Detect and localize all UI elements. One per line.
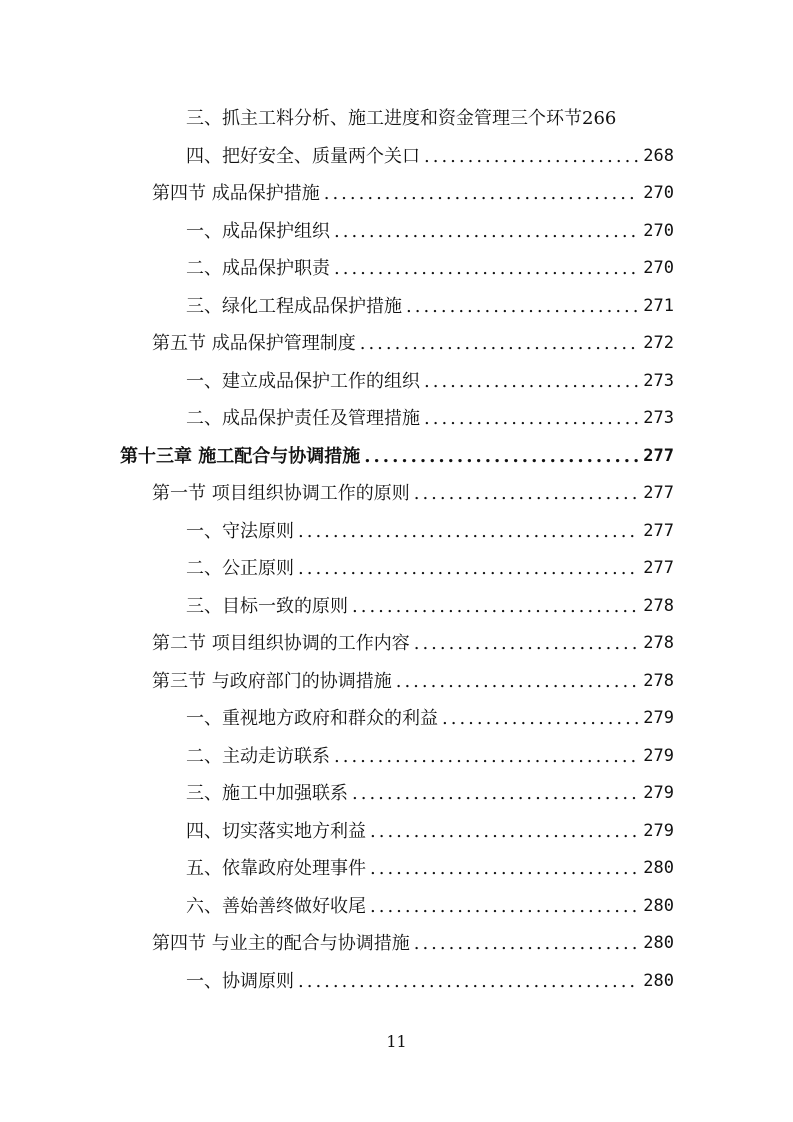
toc-entry-title: 二、主动走访联系	[186, 745, 330, 767]
toc-entry[interactable]	[0, 588, 793, 626]
toc-entry[interactable]	[0, 963, 793, 1001]
toc-leader-dots	[370, 888, 639, 926]
toc-leader-dots	[298, 513, 639, 551]
toc-leader-dots	[406, 288, 639, 326]
toc-entry[interactable]	[0, 100, 793, 138]
toc-entry-title: 第四节 成品保护措施	[152, 183, 320, 204]
toc-leader-dots	[424, 138, 639, 176]
toc-entry[interactable]	[0, 400, 793, 438]
toc-leader-dots	[370, 850, 639, 888]
toc-entry[interactable]	[0, 325, 793, 363]
toc-entry[interactable]	[0, 550, 793, 588]
toc-leader-dots	[424, 400, 639, 438]
toc-entry[interactable]	[0, 775, 793, 813]
toc-entry[interactable]	[0, 625, 793, 663]
toc-entry[interactable]	[0, 475, 793, 513]
toc-entry-page: 278	[643, 633, 674, 653]
toc-entry-page: 277	[643, 445, 674, 466]
toc-entry-title: 五、依靠政府处理事件	[186, 858, 366, 879]
toc-entry-title: 第二节 项目组织协调的工作内容	[152, 633, 410, 654]
toc-entry-title: 三、施工中加强联系	[186, 783, 348, 804]
toc-entry-title: 第一节 项目组织协调工作的原则	[152, 483, 410, 504]
toc-entry-page: 273	[643, 370, 674, 391]
toc-leader-dots	[334, 250, 639, 288]
toc-entry[interactable]	[0, 663, 793, 701]
toc-entry-page: 271	[643, 295, 674, 316]
toc-entry-page: 278	[643, 670, 674, 691]
page-number: 11	[386, 1032, 407, 1051]
toc-entry-page: 277	[643, 520, 674, 541]
toc-entry-title: 六、善始善终做好收尾	[186, 895, 366, 917]
toc-entry-page: 272	[643, 333, 674, 353]
toc-leader-dots	[442, 700, 639, 738]
toc-leader-dots	[414, 925, 640, 963]
toc-entry[interactable]	[0, 138, 793, 176]
toc-entry-title: 第四节 与业主的配合与协调措施	[152, 933, 410, 954]
toc-entry-title: 二、成品保护职责	[186, 258, 330, 279]
toc-leader-dots	[298, 550, 639, 588]
toc-leader-dots	[334, 213, 639, 251]
toc-entry[interactable]	[0, 438, 793, 476]
toc-entry-page: 279	[643, 783, 674, 803]
toc-entry[interactable]	[0, 813, 793, 851]
table-of-contents	[0, 100, 793, 1000]
toc-entry[interactable]	[0, 850, 793, 888]
toc-leader-dots	[396, 663, 640, 701]
toc-entry[interactable]	[0, 288, 793, 326]
toc-entry-title: 三、目标一致的原则	[186, 595, 348, 617]
toc-entry-page: 266	[582, 108, 617, 129]
toc-entry[interactable]	[0, 925, 793, 963]
toc-leader-dots	[352, 775, 639, 813]
toc-entry[interactable]	[0, 888, 793, 926]
toc-entry-page: 279	[643, 820, 674, 841]
toc-entry-title: 三、抓主工料分析、施工进度和资金管理三个环节	[186, 108, 582, 129]
toc-entry-title: 二、成品保护责任及管理措施	[186, 408, 420, 429]
toc-entry[interactable]	[0, 363, 793, 401]
toc-entry-page: 273	[643, 408, 674, 428]
toc-leader-dots	[370, 813, 639, 851]
toc-entry[interactable]	[0, 700, 793, 738]
toc-entry-page: 280	[643, 858, 674, 878]
toc-entry[interactable]	[0, 213, 793, 251]
toc-entry-page: 270	[643, 183, 674, 203]
toc-entry-page: 270	[643, 220, 674, 241]
toc-entry-page: 270	[643, 258, 674, 278]
toc-leader-dots	[324, 175, 640, 213]
toc-entry-title: 一、成品保护组织	[186, 220, 330, 242]
toc-entry-title: 二、公正原则	[186, 558, 294, 579]
toc-entry-page: 279	[643, 708, 674, 728]
toc-entry-title: 第五节 成品保护管理制度	[152, 333, 356, 354]
toc-entry-title: 一、重视地方政府和群众的利益	[186, 708, 438, 729]
toc-leader-dots	[414, 475, 640, 513]
toc-leader-dots	[352, 588, 639, 626]
toc-entry-page: 278	[643, 595, 674, 616]
toc-entry-page: 280	[643, 970, 674, 991]
toc-leader-dots	[414, 625, 640, 663]
toc-entry-title: 三、绿化工程成品保护措施	[186, 295, 402, 317]
toc-entry-title: 第三节 与政府部门的协调措施	[152, 670, 392, 692]
toc-entry-title: 一、协调原则	[186, 970, 294, 992]
toc-entry-page: 280	[643, 933, 674, 953]
toc-entry[interactable]	[0, 513, 793, 551]
toc-entry-title: 第十三章 施工配合与协调措施	[120, 445, 361, 467]
toc-entry-title: 四、把好安全、质量两个关口	[186, 145, 420, 167]
toc-entry-page: 268	[643, 145, 674, 166]
toc-entry[interactable]	[0, 175, 793, 213]
toc-entry-page: 280	[643, 895, 674, 916]
toc-entry-title: 一、建立成品保护工作的组织	[186, 370, 420, 392]
toc-entry-page: 277	[643, 558, 674, 578]
toc-entry-page: 279	[643, 745, 674, 766]
toc-entry-page: 277	[643, 483, 674, 503]
toc-leader-dots	[334, 738, 639, 776]
toc-leader-dots	[298, 963, 639, 1001]
toc-leader-dots	[364, 438, 639, 476]
toc-leader-dots	[424, 363, 639, 401]
toc-entry-title: 四、切实落实地方利益	[186, 820, 366, 842]
toc-leader-dots	[360, 325, 640, 363]
toc-entry-title: 一、守法原则	[186, 520, 294, 542]
toc-entry[interactable]	[0, 250, 793, 288]
toc-entry[interactable]	[0, 738, 793, 776]
